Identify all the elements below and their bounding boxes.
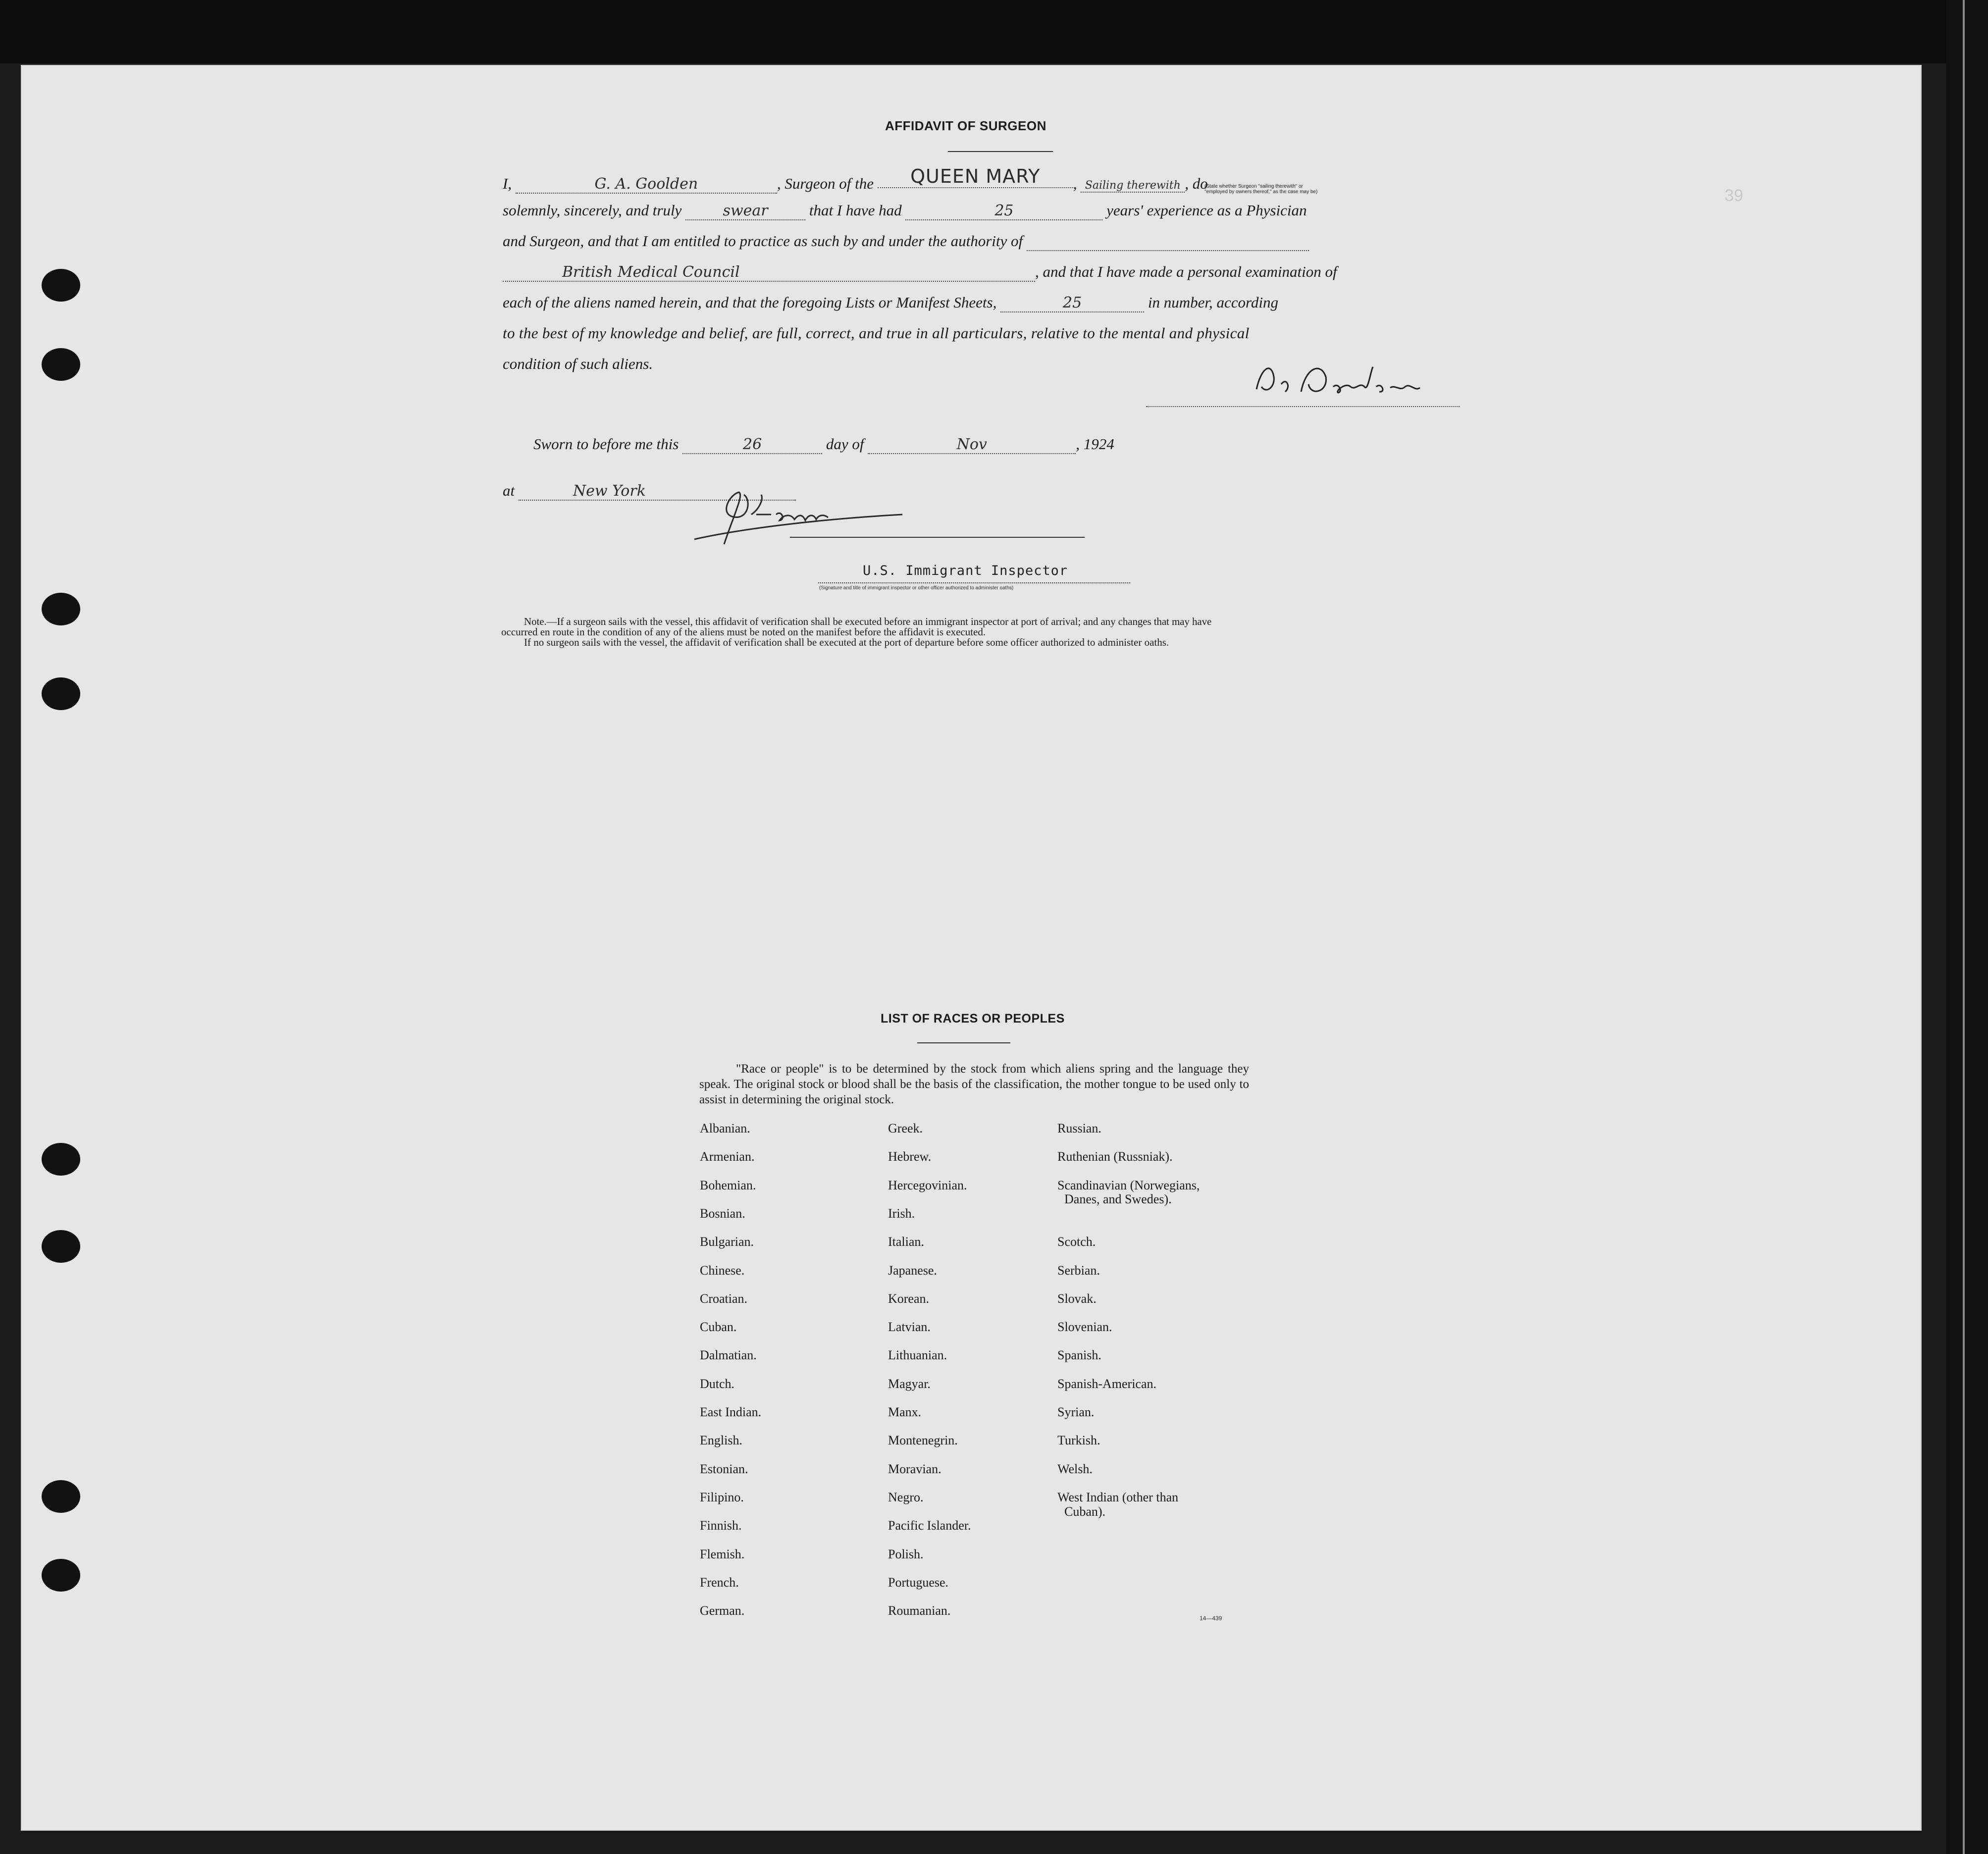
race-item: Montenegrin. [888, 1433, 958, 1448]
race-item: Manx. [888, 1405, 922, 1419]
race-item: Latvian. [888, 1320, 931, 1335]
capacity-note: (State whether Surgeon "sailing therewith" or "employed by owners thereof," as the case may be) [1204, 184, 1318, 195]
sworn-year: , 1924 [1076, 435, 1114, 453]
punch-hole [42, 1230, 80, 1263]
note-line-3: If no surgeon sails with the vessel, the affidavit of verification shall be executed at the port of departure before some officer authorized to administer oaths. [524, 636, 1169, 648]
race-item: Dutch. [700, 1376, 735, 1391]
race-item: Roumanian. [888, 1603, 951, 1618]
sworn-line [533, 435, 1114, 454]
race-item: Irish. [888, 1206, 915, 1221]
race-item: East Indian. [700, 1405, 762, 1419]
authority-field: British Medical Council [503, 263, 1035, 282]
line2-pre: solemnly, sincerely, and truly [503, 202, 682, 219]
race-item: Japanese. [888, 1263, 937, 1278]
title-rule [948, 151, 1053, 152]
races-title-rule [917, 1042, 1010, 1043]
race-item: Magyar. [888, 1376, 931, 1391]
sworn-day-field: 26 [682, 436, 822, 454]
affidavit-line-5 [503, 294, 1278, 312]
race-item: Greek. [888, 1121, 923, 1135]
inspector-caption-line [818, 582, 1130, 583]
punch-hole [42, 1559, 80, 1592]
race-item: Cuban). [1064, 1504, 1106, 1519]
punch-hole [42, 348, 80, 381]
race-item: Pacific Islander. [888, 1518, 971, 1533]
race-item: Armenian. [700, 1149, 755, 1164]
race-item: English. [700, 1433, 742, 1448]
race-item: Cuban. [700, 1320, 737, 1335]
inspector-title: U.S. Immigrant Inspector [863, 563, 1068, 578]
scanner-frame-top [0, 0, 1988, 63]
scanner-frame-stripe [1963, 0, 1965, 1854]
surgeon-signature-line [1146, 406, 1460, 407]
affidavit-line-1: I, G. A. Goolden , Surgeon of the QUEEN MARY , Sailing therewith , do [503, 165, 1208, 193]
line1-pre: I, [503, 175, 512, 192]
race-item: Scotch. [1057, 1235, 1096, 1249]
surgeon-signature [1247, 357, 1445, 402]
race-item: Danes, and Swedes). [1064, 1192, 1172, 1207]
race-item: Bulgarian. [700, 1235, 754, 1249]
form-number: 14—439 [1200, 1615, 1222, 1622]
sworn-pre: Sworn to before me this [533, 435, 679, 453]
race-item: Flemish. [700, 1546, 745, 1561]
affidavit-title: AFFIDAVIT OF SURGEON [885, 118, 1046, 133]
race-item: Portuguese. [888, 1575, 949, 1590]
race-item: Croatian. [700, 1291, 748, 1306]
race-item: Serbian. [1057, 1263, 1100, 1278]
affidavit-line-4 [503, 263, 1337, 282]
race-item: Italian. [888, 1235, 924, 1249]
race-item: Spanish. [1057, 1348, 1101, 1363]
race-item: Spanish-American. [1057, 1376, 1157, 1391]
race-item: Welsh. [1057, 1461, 1093, 1476]
race-item: Syrian. [1057, 1405, 1095, 1419]
race-item: Bosnian. [700, 1206, 745, 1221]
race-item: German. [700, 1603, 745, 1618]
manifest-page [21, 65, 1922, 1831]
race-item: Lithuanian. [888, 1348, 947, 1363]
race-item: Filipino. [700, 1490, 744, 1504]
line1-post: , do [1185, 175, 1208, 192]
race-item: Dalmatian. [700, 1348, 757, 1363]
line2-post: years' experience as a Physician [1106, 202, 1307, 219]
sworn-mid: day of [826, 435, 864, 453]
race-item: Russian. [1057, 1121, 1101, 1135]
line2-mid: that I have had [809, 202, 902, 219]
race-item: Moravian. [888, 1461, 942, 1476]
punch-hole [42, 1480, 80, 1513]
affidavit-line-3 [503, 232, 1309, 251]
inspector-signature [665, 485, 922, 549]
inspector-caption: (Signature and title of immigrant inspector or other officer authorized to administer oaths) [819, 585, 1014, 591]
line4-post: , and that I have made a personal examination of [1035, 263, 1337, 280]
race-item: Albanian. [700, 1121, 750, 1135]
punch-hole [42, 593, 80, 625]
race-item: Scandinavian (Norwegians, [1057, 1178, 1200, 1192]
race-item: Slovak. [1057, 1291, 1097, 1306]
race-item: Hebrew. [888, 1149, 932, 1164]
race-item: Turkish. [1057, 1433, 1100, 1448]
ship-name-field: QUEEN MARY [878, 165, 1073, 188]
affidavit-line-2 [503, 202, 1307, 220]
race-item: Polish. [888, 1546, 924, 1561]
punch-hole [42, 1143, 80, 1176]
line1-mid: , Surgeon of the [777, 175, 874, 192]
note-line-1: Note.—If a surgeon sails with the vessel, this affidavit of verification shall be executed before an immigrant inspector at port of arrival; and any changes that may have [524, 616, 1212, 627]
punch-hole [42, 269, 80, 302]
inspector-signature-line [790, 537, 1085, 538]
race-item: Finnish. [700, 1518, 742, 1533]
years-field: 25 [905, 202, 1102, 220]
surgeon-name-field: G. A. Goolden [516, 175, 777, 194]
affidavit-line-7: condition of such aliens. [503, 355, 653, 372]
place-pre: at [503, 482, 515, 499]
races-title: LIST OF RACES OR PEOPLES [881, 1012, 1065, 1026]
race-item: Chinese. [700, 1263, 745, 1278]
race-item: Hercegovinian. [888, 1178, 967, 1192]
place-field: New York [519, 482, 796, 501]
oath-field: swear [685, 202, 805, 220]
race-item: Korean. [888, 1291, 930, 1306]
authority-line-blank [1027, 232, 1309, 251]
races-intro: "Race or people" is to be determined by the stock from which aliens spring and the language they speak. The original stock or blood shall be the basis of the classification, the mother tongue to be used only to assist in determining the original stock. [699, 1062, 1249, 1106]
affidavit-line-6: to the best of my knowledge and belief, are full, correct, and true in all particulars, relative to the mental and physical [503, 324, 1250, 342]
race-item: Bohemian. [700, 1178, 756, 1192]
sheet-count-field: 25 [1000, 294, 1144, 312]
race-item: Ruthenian (Russniak). [1057, 1149, 1173, 1164]
page-number: 39 [1725, 186, 1743, 205]
capacity-field: Sailing therewith [1081, 179, 1185, 193]
race-item: Negro. [888, 1490, 924, 1504]
race-item: Estonian. [700, 1461, 748, 1476]
line5-post: in number, according [1148, 294, 1279, 311]
punch-hole [42, 677, 80, 710]
sworn-month-field: Nov [868, 436, 1076, 454]
line5-pre: each of the aliens named herein, and that the foregoing Lists or Manifest Sheets, [503, 294, 997, 311]
race-item: Slovenian. [1057, 1320, 1112, 1335]
note-line-2: occurred en route in the condition of any of the aliens must be noted on the manifest before the affidavit is executed. [501, 626, 986, 638]
line3-text: and Surgeon, and that I am entitled to practice as such by and under the authority of [503, 232, 1023, 250]
race-item: West Indian (other than [1057, 1490, 1179, 1504]
scanner-frame-right [1946, 0, 1988, 1854]
race-item: French. [700, 1575, 739, 1590]
